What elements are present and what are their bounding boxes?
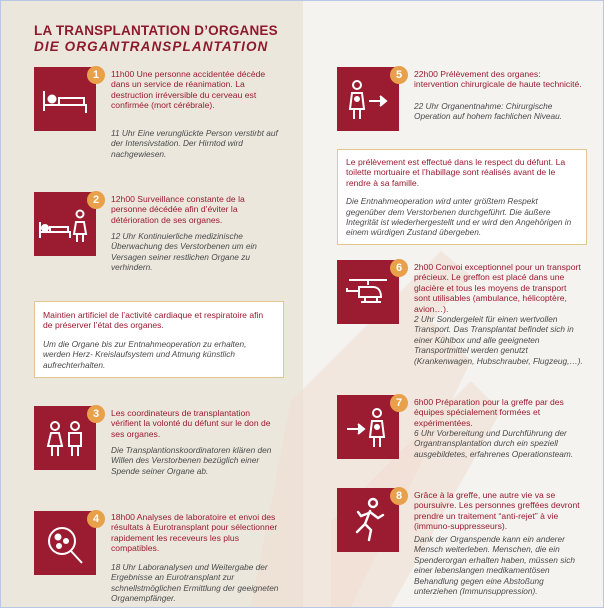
note-respect-de: Die Entnahmeoperation wird unter größtem Respekt gegenüber dem Verstorbenen durchgeführt. Die äußere Integrität ist wiederhergestellt und er wird den Angehörigen in einem würdigen Zustand übergeben. (346, 196, 572, 238)
step-3-fr: Les coordinateurs de transplantation vérifient la volonté du défunt sur le don de ses organes. (111, 408, 271, 439)
step-3-badge: 3 (87, 405, 105, 423)
note-artificial-support-fr: Maintien artificiel de l’activité cardiaque et respiratoire afin de préserver l’état des organes. (43, 310, 264, 331)
note-artificial-support (34, 301, 284, 378)
note-artificial-support-de: Um die Organe bis zur Entnahmeoperation zu erhalten, werden Herz- Kreislaufsystem und Atmung künstlich aufrechterhalten. (43, 338, 247, 370)
step-1-fr: 11h00 Une personne accidentée décède dans un service de réanimation. La destruction irréversible du cerveau est confirmée (mort cérébrale). (111, 69, 266, 111)
step-7-fr: 6h00 Préparation pour la greffe par des équipes spécialement formées et expérimentées. (414, 397, 564, 428)
title-fr: LA TRANSPLANTATION D’ORGANES (34, 23, 278, 38)
step-8-badge: 8 (390, 487, 408, 505)
step-5-fr: 22h00 Prélèvement des organes: intervention chirurgicale de haute technicité. (414, 69, 582, 90)
step-2-badge: 2 (87, 191, 105, 209)
step-4-badge: 4 (87, 510, 105, 528)
step-8-de: Dank der Organspende kann ein anderer Mensch weiterleben. Menschen, die ein Spenderorgan erhalten haben, müssen sich einer lebenslangen medikamentösen Behandlung gegen eine Abstoßung unterziehen (Immunsuppression). (414, 534, 575, 597)
note-respect (337, 149, 587, 245)
note-respect-fr: Le prélèvement est effectué dans le respect du défunt. La toilette mortuaire et l’habillage sont réalisés avant de le rendre à sa famille. (346, 157, 566, 188)
step-4-de: 18 Uhr Laboranalysen und Weitergabe der Ergebnisse an Eurotransplant zur schnellstmöglichen Ermittlung der geeigneten Organempfänger. (111, 562, 279, 604)
step-1-de: 11 Uhr Eine verunglückte Person verstirbt auf der Intensivstation. Der Hirntod wird nachgewiesen. (111, 128, 278, 159)
step-8-fr: Grâce à la greffe, une autre vie va se poursuivre. Les personnes greffées devront prendre un traitement “anti-rejet” à vie (immuno-suppresseurs). (414, 490, 580, 532)
step-4-fr: 18h00 Analyses de laboratoire et envoi des résultats à Eurotransplant pour sélectionner rapidement les receveurs les plus compatibles. (111, 512, 278, 554)
step-5-badge: 5 (390, 66, 408, 84)
step-5-de: 22 Uhr Organentnahme: Chirurgische Operation auf hohem fachlichen Niveau. (414, 101, 563, 122)
step-1-badge: 1 (87, 66, 105, 84)
step-7-badge: 7 (390, 394, 408, 412)
step-3-de: Die Transplantionskoordinatoren klären den Willen des Verstorbenen bezüglich einer Spende seiner Organe ab. (111, 445, 272, 476)
step-7-de: 6 Uhr Vorbereitung und Durchführung der Organtransplantation durch ein speziell ausgebildetes, erfahrenes Operationsteam. (414, 428, 574, 459)
step-6-badge: 6 (390, 259, 408, 277)
step-2-de: 12 Uhr Kontinuierliche medizinische Überwachung des Verstorbenen um ein Versagen seiner restlichen Organe zu verhindern. (111, 231, 257, 273)
title-de: DIE ORGANTRANSPLANTATION (34, 39, 269, 54)
step-6-de: 2 Uhr Sondergeleit für einen wertvollen Transport. Das Transplantat befindet sich in einer Kühlbox und alle geeigneten Transportmittel werden genutzt (Krankenwagen, Hubschrauber, Flugzeug,…). (414, 314, 583, 366)
step-2-fr: 12h00 Surveillance constante de la personne décédée afin d’éviter la détérioration de ses organes. (111, 194, 245, 225)
step-6-fr: 2h00 Convoi exceptionnel pour un transport précieux. Le greffon est placé dans une glacière et tous les moyens de transport sont utilisables (ambulance, hélicoptère, avion…). (414, 262, 581, 314)
